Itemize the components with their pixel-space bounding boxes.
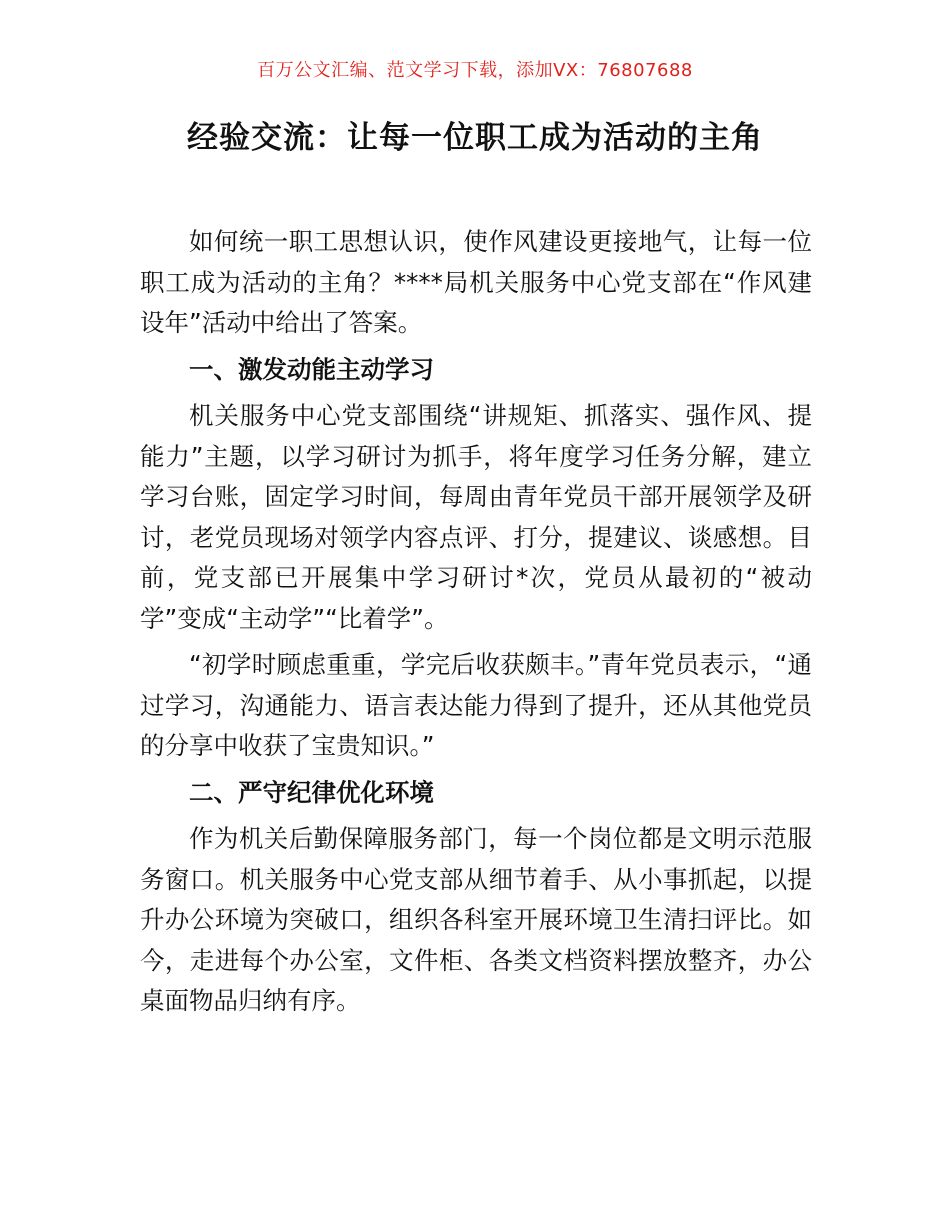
section2-paragraph-1: 作为机关后勤保障服务部门，每一个岗位都是文明示范服务窗口。机关服务中心党支部从细节着手、从小事抓起，以提升办公环境为突破口，组织各科室开展环境卫生清扫评比。如今，走进每个办公室，文件柜、各类文档资料摆放整齐，办公桌面物品归纳有序。: [140, 824, 812, 1015]
document-body: [140, 222, 812, 1028]
section1-paragraph-2: “初学时顾虑重重，学完后收获颇丰。”青年党员表示，“通过学习，沟通能力、语言表达能力得到了提升，还从其他党员的分享中收获了宝贵知识。”: [140, 650, 812, 760]
section-heading-2: 二、严守纪律优化环境: [189, 777, 434, 807]
document-title: 经验交流：让每一位职工成为活动的主角: [187, 120, 763, 156]
section-heading-1: 一、激发动能主动学习: [189, 354, 434, 384]
header-note: 百万公文汇编、范文学习下载，添加VX：76807688: [257, 60, 693, 81]
intro-paragraph: 如何统一职工思想认识，使作风建设更接地气，让每一位职工成为活动的主角？****局机关服务中心党支部在“作风建设年”活动中给出了答案。: [140, 227, 812, 337]
section1-paragraph-1: 机关服务中心党支部围绕“讲规矩、抓落实、强作风、提能力”主题，以学习研讨为抓手，将年度学习任务分解，建立学习台账，固定学习时间，每周由青年党员干部开展领学及研讨，老党员现场对领学内容点评、打分，提建议、谈感想。目前，党支部已开展集中学习研讨*次，党员从最初的“被动学”变成“主动学”“比着学”。: [140, 401, 812, 633]
